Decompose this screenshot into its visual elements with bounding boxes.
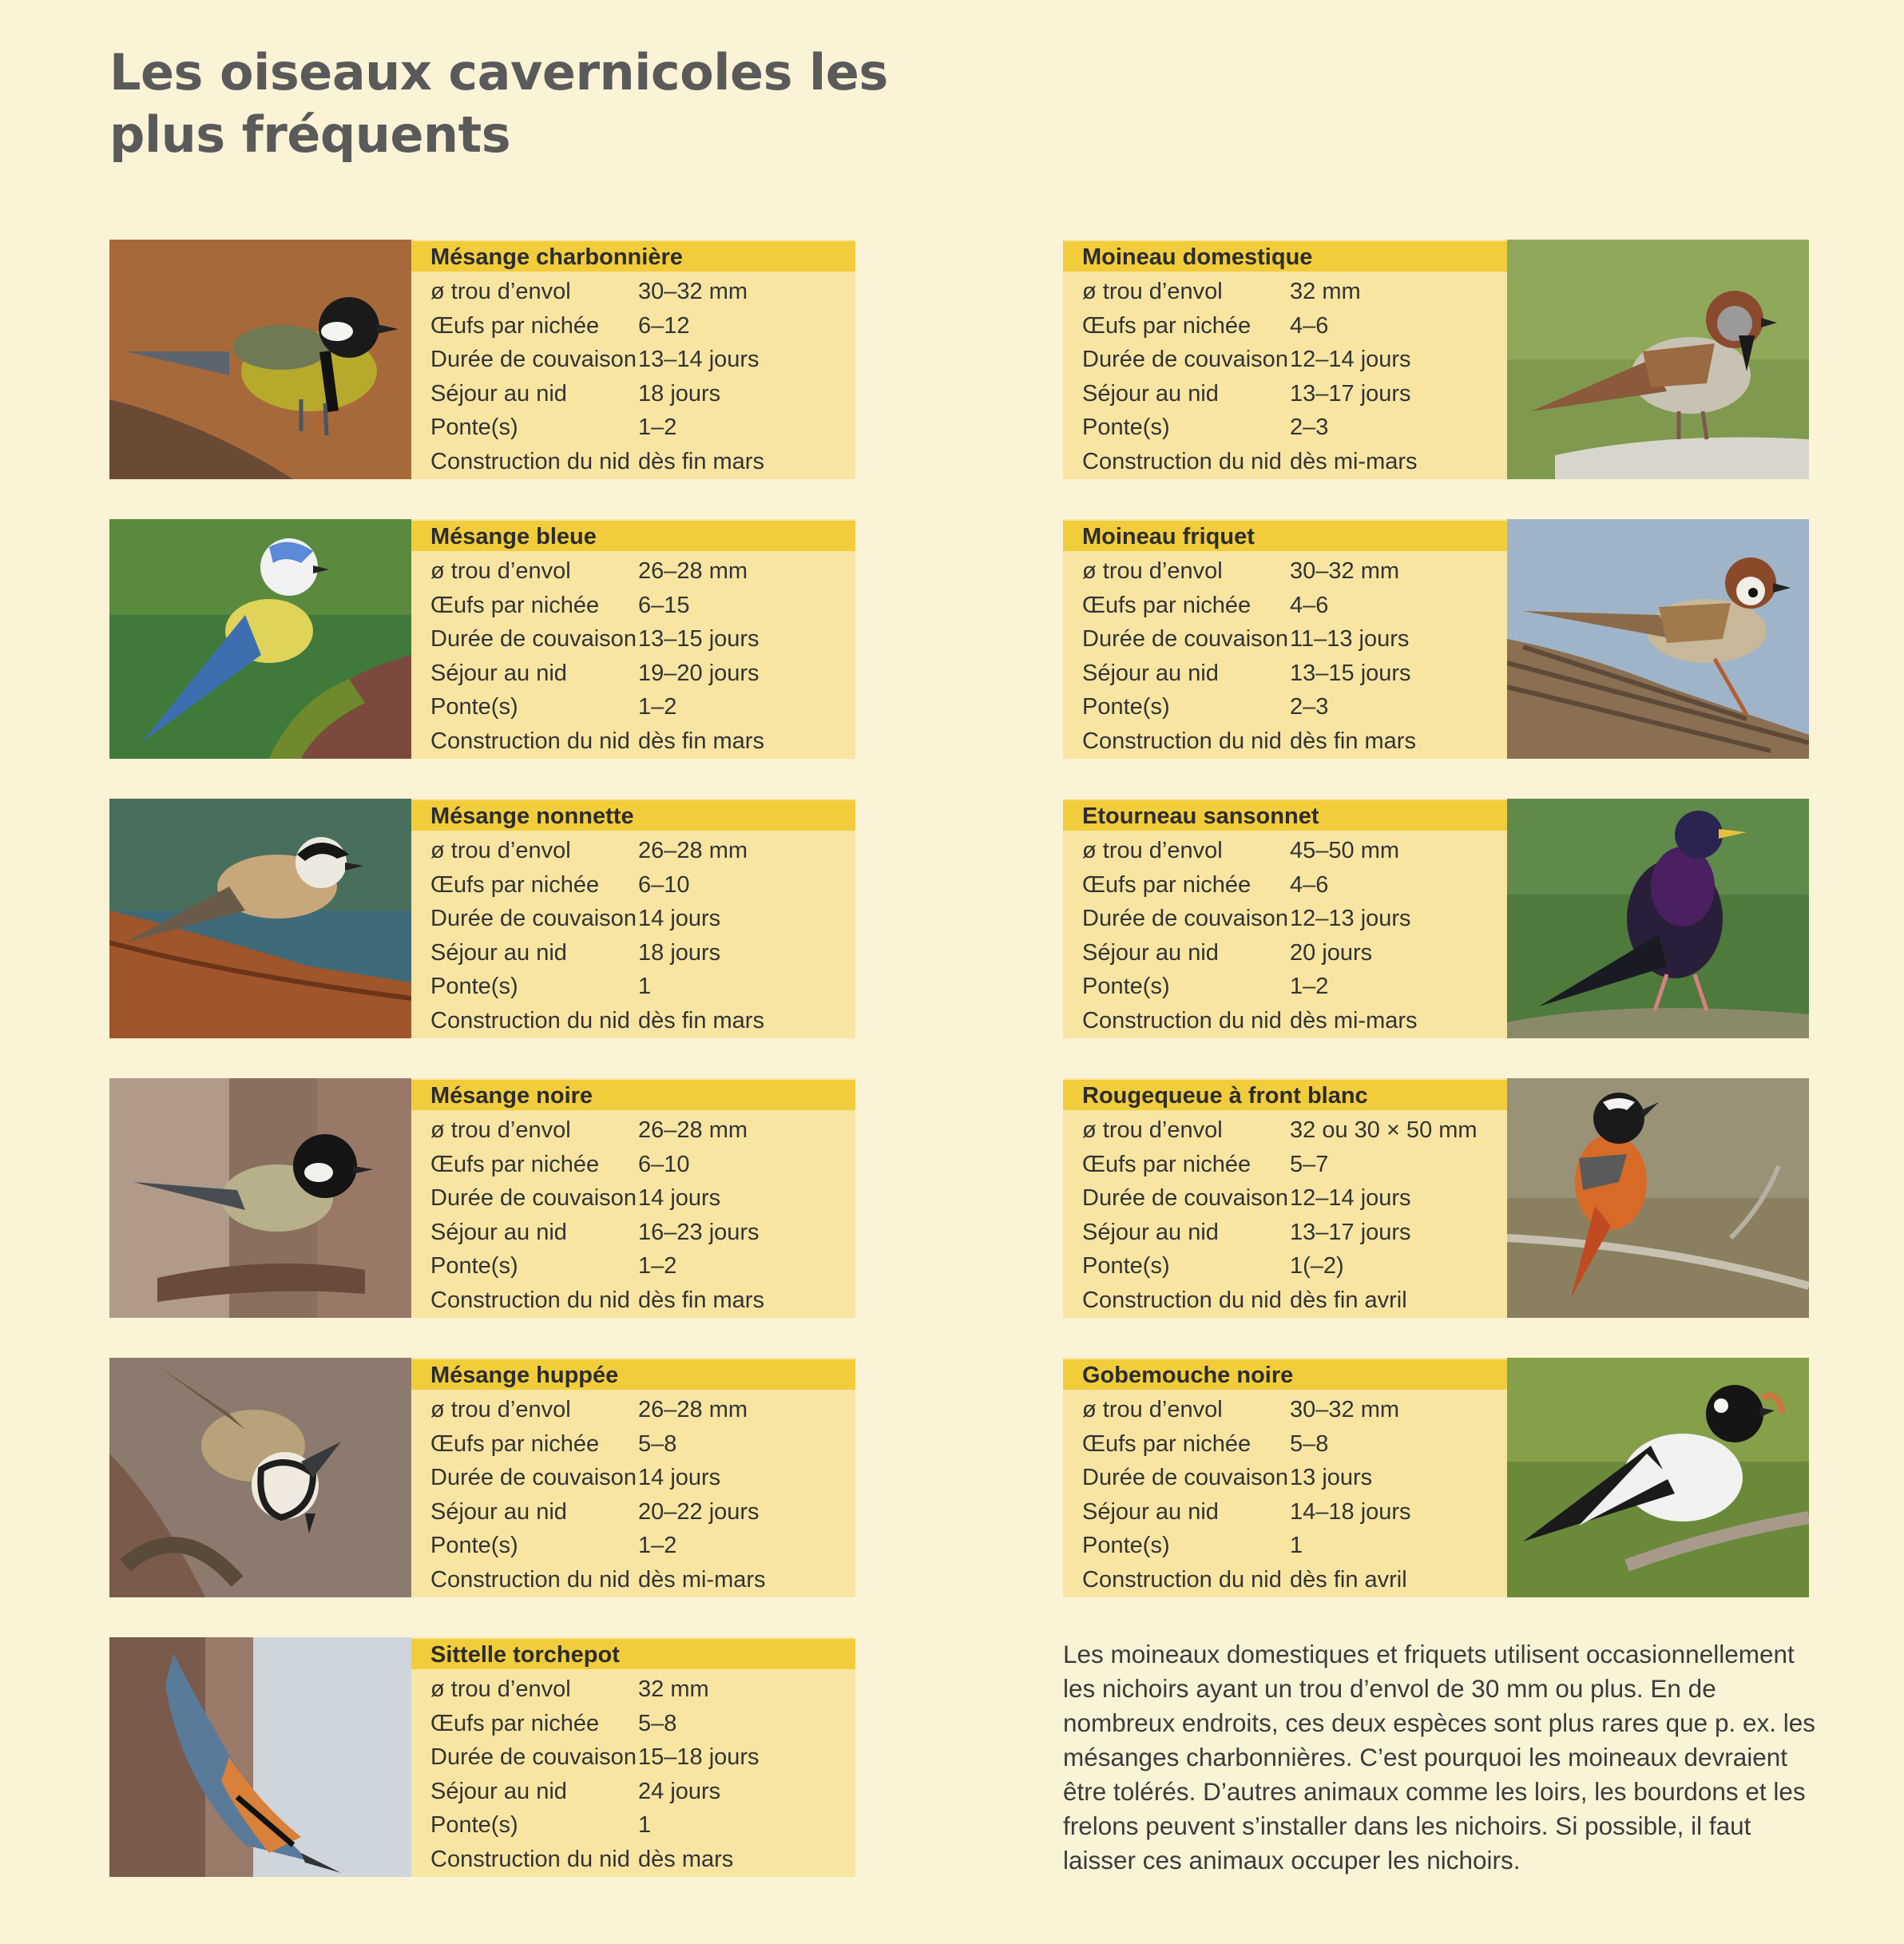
row-value: 11–13 jours <box>1290 626 1410 653</box>
row-pontes <box>430 1808 855 1843</box>
row-construction <box>1082 724 1507 759</box>
row-label: Construction du nid <box>430 728 630 754</box>
row-oeufs <box>430 1707 855 1741</box>
bird-name: Moineau domestique <box>1063 241 1507 272</box>
row-value: 12–14 jours <box>1290 347 1411 373</box>
row-construction <box>1082 445 1507 479</box>
row-sejour <box>430 1216 855 1250</box>
bird-photo-etourneau-sansonnet <box>1507 799 1809 1038</box>
row-value: 1–2 <box>1290 974 1329 1000</box>
bird-info-etourneau-sansonnet <box>1063 799 1507 1038</box>
row-value: 19–20 jours <box>638 660 760 686</box>
row-value: 1–2 <box>638 415 677 441</box>
bird-name: Mésange noire <box>411 1080 855 1110</box>
row-value: 30–32 mm <box>1290 1397 1400 1422</box>
bird-photo-rougequeue-front-blanc <box>1507 1078 1809 1318</box>
row-value: dès mi-mars <box>1290 448 1418 474</box>
row-construction <box>430 1843 855 1877</box>
row-value: 30–32 mm <box>638 279 748 304</box>
row-label: Séjour au nid <box>430 1498 567 1525</box>
row-label: Séjour au nid <box>1082 939 1219 966</box>
row-pontes <box>430 411 855 445</box>
row-construction <box>430 724 855 759</box>
row-value: 32 mm <box>638 1676 709 1702</box>
row-label: Œufs par nichée <box>1082 592 1251 618</box>
bird-info-mesange-charbonniere <box>411 240 855 479</box>
row-label: Durée de couvaison <box>1082 1465 1288 1491</box>
row-sejour <box>430 1495 855 1529</box>
bird-name: Moineau friquet <box>1063 521 1507 551</box>
row-value: 4–6 <box>1290 592 1329 618</box>
bird-info-mesange-bleue <box>411 519 855 759</box>
row-construction <box>1082 1283 1507 1318</box>
row-oeufs <box>430 1148 855 1182</box>
row-value: 14–18 jours <box>1290 1498 1411 1525</box>
bird-card-mesange-bleue <box>109 519 855 759</box>
row-value: 6–12 <box>638 312 690 339</box>
row-pontes <box>430 690 855 724</box>
row-value: 45–50 mm <box>1290 838 1400 863</box>
row-trou-envol <box>430 834 855 868</box>
row-oeufs <box>430 589 855 623</box>
row-pontes <box>430 970 855 1004</box>
bird-info-moineau-friquet <box>1063 519 1507 759</box>
row-label: Ponte(s) <box>430 1253 518 1279</box>
row-trou-envol <box>1082 834 1507 868</box>
row-pontes <box>1082 690 1507 724</box>
row-label: Œufs par nichée <box>430 592 600 618</box>
row-value: 1 <box>638 974 652 1000</box>
row-label: Construction du nid <box>1082 1287 1282 1313</box>
bird-photo-mesange-noire <box>109 1078 411 1318</box>
row-sejour <box>1082 1495 1507 1529</box>
row-value: 20 jours <box>1290 939 1373 966</box>
row-oeufs <box>430 309 855 343</box>
row-value: dès fin mars <box>638 448 764 474</box>
bird-card-mesange-huppee <box>109 1358 855 1597</box>
bird-info-gobemouche-noire <box>1063 1358 1507 1597</box>
row-sejour <box>1082 936 1507 970</box>
row-couvaison <box>430 1181 855 1216</box>
row-oeufs <box>1082 589 1507 623</box>
row-value: 14 jours <box>638 906 721 932</box>
row-label: Ponte(s) <box>430 415 518 441</box>
row-couvaison <box>430 343 855 377</box>
row-couvaison <box>430 622 855 657</box>
row-construction <box>1082 1563 1507 1597</box>
row-label: ø trou d’envol <box>1082 279 1223 304</box>
row-label: Œufs par nichée <box>1082 871 1251 898</box>
row-sejour <box>430 1775 855 1809</box>
row-value: 1 <box>1290 1533 1303 1559</box>
bird-name: Mésange charbonnière <box>411 241 855 272</box>
bird-info-mesange-noire <box>411 1078 855 1318</box>
row-oeufs <box>1082 1427 1507 1462</box>
row-sejour <box>1082 1216 1507 1250</box>
row-value: 5–8 <box>1290 1430 1329 1457</box>
row-value: 26–28 mm <box>638 1397 748 1422</box>
row-value: 2–3 <box>1290 694 1329 720</box>
row-construction <box>430 445 855 479</box>
row-label: ø trou d’envol <box>430 838 571 863</box>
row-couvaison <box>1082 902 1507 936</box>
row-oeufs <box>430 1427 855 1462</box>
row-label: Ponte(s) <box>430 694 518 720</box>
row-label: Œufs par nichée <box>1082 1151 1251 1177</box>
row-couvaison <box>1082 1181 1507 1216</box>
bird-card-moineau-domestique <box>1063 240 1809 479</box>
row-sejour <box>1082 377 1507 411</box>
row-value: 18 jours <box>638 380 721 407</box>
row-trou-envol <box>430 1113 855 1148</box>
row-value: dès mars <box>638 1846 734 1872</box>
bird-card-etourneau-sansonnet <box>1063 799 1809 1038</box>
bird-card-sittelle-torchepot <box>109 1637 855 1877</box>
row-pontes <box>430 1529 855 1563</box>
bird-card-moineau-friquet <box>1063 519 1809 759</box>
row-label: Construction du nid <box>1082 728 1282 754</box>
row-pontes <box>430 1249 855 1283</box>
row-label: Œufs par nichée <box>430 871 600 898</box>
row-label: Durée de couvaison <box>430 1465 637 1491</box>
bird-photo-moineau-domestique <box>1507 240 1809 479</box>
bird-photo-gobemouche-noire <box>1507 1358 1809 1597</box>
bird-info-sittelle-torchepot <box>411 1637 855 1877</box>
row-construction <box>430 1563 855 1597</box>
row-trou-envol <box>430 275 855 309</box>
row-label: ø trou d’envol <box>1082 1117 1223 1143</box>
row-value: 1–2 <box>638 1533 677 1559</box>
row-couvaison <box>1082 622 1507 657</box>
row-value: 4–6 <box>1290 871 1329 898</box>
row-value: 15–18 jours <box>638 1744 760 1771</box>
row-trou-envol <box>1082 275 1507 309</box>
row-label: Durée de couvaison <box>430 906 637 932</box>
bird-name: Sittelle torchepot <box>411 1639 855 1669</box>
row-value: 13 jours <box>1290 1465 1373 1491</box>
title-line-2: plus fréquents <box>109 105 511 164</box>
row-label: Durée de couvaison <box>430 1744 637 1771</box>
bird-info-mesange-nonnette <box>411 799 855 1038</box>
row-value: 26–28 mm <box>638 838 748 863</box>
page-title <box>109 42 888 166</box>
row-value: 12–13 jours <box>1290 906 1411 932</box>
row-label: Construction du nid <box>430 1287 630 1313</box>
row-sejour <box>430 936 855 970</box>
row-sejour <box>430 377 855 411</box>
bird-info-rougequeue-front-blanc <box>1063 1078 1507 1318</box>
row-sejour <box>430 657 855 691</box>
row-label: Construction du nid <box>430 1007 630 1033</box>
row-label: Ponte(s) <box>430 1533 518 1559</box>
row-label: Séjour au nid <box>1082 380 1219 407</box>
row-value: 6–15 <box>638 592 690 618</box>
bird-photo-moineau-friquet <box>1507 519 1809 759</box>
row-value: 13–15 jours <box>1290 660 1411 686</box>
row-value: dès fin avril <box>1290 1566 1407 1593</box>
row-value: 32 mm <box>1290 279 1361 304</box>
row-label: Œufs par nichée <box>430 1151 600 1177</box>
row-value: dès fin mars <box>638 728 764 754</box>
row-label: Œufs par nichée <box>430 312 600 339</box>
bird-card-mesange-charbonniere <box>109 240 855 479</box>
row-value: 13–17 jours <box>1290 1219 1411 1245</box>
bird-card-rougequeue-front-blanc <box>1063 1078 1809 1318</box>
row-label: ø trou d’envol <box>1082 838 1223 863</box>
row-value: 1–2 <box>638 1253 677 1279</box>
row-label: Construction du nid <box>1082 1007 1282 1033</box>
row-label: Séjour au nid <box>1082 660 1219 686</box>
row-pontes <box>1082 1249 1507 1283</box>
row-label: ø trou d’envol <box>430 558 571 584</box>
row-trou-envol <box>430 554 855 589</box>
row-label: Ponte(s) <box>1082 415 1170 441</box>
row-label: Ponte(s) <box>1082 1253 1170 1279</box>
row-value: 6–10 <box>638 1151 690 1177</box>
row-label: Ponte(s) <box>430 974 518 1000</box>
row-pontes <box>1082 411 1507 445</box>
row-label: Durée de couvaison <box>430 1185 637 1212</box>
row-label: Œufs par nichée <box>1082 312 1251 339</box>
row-value: 20–22 jours <box>638 1498 760 1525</box>
row-label: Séjour au nid <box>430 939 567 966</box>
row-label: ø trou d’envol <box>430 1397 571 1422</box>
row-label: Ponte(s) <box>1082 974 1170 1000</box>
row-value: 24 jours <box>638 1778 721 1804</box>
row-label: Séjour au nid <box>1082 1498 1219 1525</box>
bird-name: Mésange nonnette <box>411 800 855 831</box>
row-label: Construction du nid <box>430 1566 630 1593</box>
row-value: 30–32 mm <box>1290 558 1400 584</box>
row-trou-envol <box>430 1672 855 1707</box>
row-label: ø trou d’envol <box>1082 558 1223 584</box>
row-construction <box>430 1283 855 1318</box>
row-label: Construction du nid <box>430 448 630 474</box>
row-label: Durée de couvaison <box>430 626 637 653</box>
row-value: dès fin mars <box>1290 728 1416 754</box>
row-label: Ponte(s) <box>1082 1533 1170 1559</box>
row-trou-envol <box>1082 1393 1507 1427</box>
bird-name: Mésange bleue <box>411 521 855 551</box>
bird-card-mesange-noire <box>109 1078 855 1318</box>
title-line-1: Les oiseaux cavernicoles les <box>109 43 888 101</box>
row-oeufs <box>1082 1148 1507 1182</box>
row-couvaison <box>430 1740 855 1775</box>
row-trou-envol <box>1082 1113 1507 1148</box>
row-label: Durée de couvaison <box>1082 1185 1288 1212</box>
bird-name: Gobemouche noire <box>1063 1359 1507 1390</box>
row-label: ø trou d’envol <box>1082 1397 1223 1422</box>
bird-name: Rougequeue à front blanc <box>1063 1080 1507 1110</box>
bird-photo-mesange-huppee <box>109 1358 411 1597</box>
row-label: Durée de couvaison <box>1082 906 1288 932</box>
bird-photo-mesange-nonnette <box>109 799 411 1038</box>
row-trou-envol <box>1082 554 1507 589</box>
row-label: Séjour au nid <box>430 380 567 407</box>
row-value: 1 <box>638 1812 652 1839</box>
row-pontes <box>1082 1529 1507 1563</box>
row-value: 1(–2) <box>1290 1253 1344 1279</box>
bird-photo-mesange-bleue <box>109 519 411 759</box>
row-label: Ponte(s) <box>1082 694 1170 720</box>
row-label: Ponte(s) <box>430 1812 518 1839</box>
row-label: Œufs par nichée <box>430 1430 600 1457</box>
bird-card-gobemouche-noire <box>1063 1358 1809 1597</box>
row-value: dès fin mars <box>638 1287 764 1313</box>
row-value: 13–15 jours <box>638 626 760 653</box>
row-label: Construction du nid <box>1082 1566 1282 1593</box>
bird-card-mesange-nonnette <box>109 799 855 1038</box>
row-value: 14 jours <box>638 1465 721 1491</box>
row-value: 32 ou 30 × 50 mm <box>1290 1117 1478 1143</box>
row-oeufs <box>1082 309 1507 343</box>
row-value: 26–28 mm <box>638 1117 748 1143</box>
row-value: 1–2 <box>638 694 677 720</box>
row-value: 12–14 jours <box>1290 1185 1411 1212</box>
row-value: 5–8 <box>638 1430 677 1457</box>
row-label: Durée de couvaison <box>1082 347 1288 373</box>
row-value: 5–7 <box>1290 1151 1329 1177</box>
row-couvaison <box>430 1461 855 1495</box>
row-value: 13–17 jours <box>1290 380 1411 407</box>
row-label: Œufs par nichée <box>1082 1430 1251 1457</box>
row-sejour <box>1082 657 1507 691</box>
row-label: Séjour au nid <box>1082 1219 1219 1245</box>
row-label: Séjour au nid <box>430 660 567 686</box>
row-label: Séjour au nid <box>430 1219 567 1245</box>
row-value: 4–6 <box>1290 312 1329 339</box>
row-value: dès fin avril <box>1290 1287 1407 1313</box>
row-construction <box>430 1004 855 1038</box>
row-value: 14 jours <box>638 1185 721 1212</box>
row-label: Œufs par nichée <box>430 1710 600 1736</box>
row-couvaison <box>1082 1461 1507 1495</box>
bird-info-moineau-domestique <box>1063 240 1507 479</box>
row-couvaison <box>1082 343 1507 377</box>
row-label: Durée de couvaison <box>1082 626 1288 653</box>
row-pontes <box>1082 970 1507 1004</box>
row-value: dès fin mars <box>638 1007 764 1033</box>
row-value: 26–28 mm <box>638 558 748 584</box>
row-value: 2–3 <box>1290 415 1329 441</box>
row-value: 13–14 jours <box>638 347 760 373</box>
row-label: Durée de couvaison <box>430 347 637 373</box>
row-trou-envol <box>430 1393 855 1427</box>
bird-photo-mesange-charbonniere <box>109 240 411 479</box>
row-label: Construction du nid <box>1082 448 1282 474</box>
row-value: 16–23 jours <box>638 1219 760 1245</box>
row-label: ø trou d’envol <box>430 1117 571 1143</box>
row-value: dès mi-mars <box>638 1566 766 1593</box>
row-value: 18 jours <box>638 939 721 966</box>
row-label: Construction du nid <box>430 1846 630 1872</box>
row-oeufs <box>1082 868 1507 903</box>
row-label: Séjour au nid <box>430 1778 567 1804</box>
bird-info-mesange-huppee <box>411 1358 855 1597</box>
row-construction <box>1082 1004 1507 1038</box>
bird-photo-sittelle-torchepot <box>109 1637 411 1877</box>
row-couvaison <box>430 902 855 936</box>
row-label: ø trou d’envol <box>430 279 571 304</box>
row-label: ø trou d’envol <box>430 1676 571 1702</box>
bird-name: Mésange huppée <box>411 1359 855 1390</box>
note-paragraph: Les moineaux domestiques et friquets utilisent occasionnellement les nichoirs ayant un trou d’envol de 30 mm ou plus. En de nombreux endroits, ces deux espèces sont plus rares que p. ex. les mésanges charbonnières. C’est pourquoi les moineaux devraient être tolérés. D’autres animaux comme les loirs, les bourdons et les frelons peuvent s’installer dans les nichoirs. Si possible, il faut laisser ces animaux occuper les nichoirs. <box>1063 1640 1816 1875</box>
row-value: dès mi-mars <box>1290 1007 1418 1033</box>
row-value: 5–8 <box>638 1710 677 1736</box>
row-value: 6–10 <box>638 871 690 898</box>
row-oeufs <box>430 868 855 903</box>
bird-name: Etourneau sansonnet <box>1063 800 1507 831</box>
